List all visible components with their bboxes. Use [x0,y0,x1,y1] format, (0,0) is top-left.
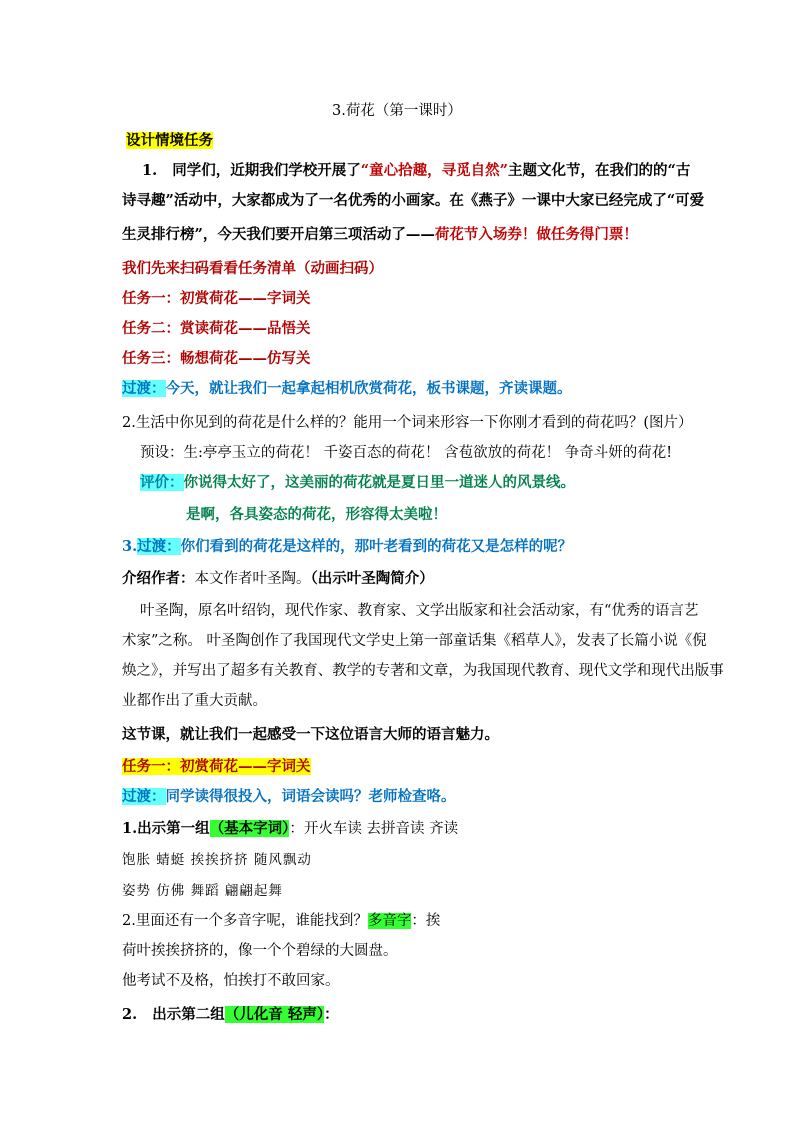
question-3-number: 3. [122,538,138,555]
example-sentence-2: 他考试不及格，怕挨打不敢回家。 [122,973,340,989]
task-item-3: 任务三：畅想荷花——仿写关 [122,350,311,367]
bio-line-2: 术家”之称。 叶圣陶创作了我国现代文学史上第一部童话集《稻草人》，发表了长篇小说《倪 [122,633,707,649]
question-3 [122,537,572,557]
transition-2 [122,787,456,807]
transition-2-label: 过渡： [122,788,166,805]
transition-1 [122,379,572,399]
group-2 [122,1005,339,1025]
page-title: 3.荷花（第一课时） [332,103,462,119]
bio-line-4: 业都作出了重大贡献。 [122,693,267,709]
group-2-number: 2. [122,1006,138,1023]
bio-line-1: 叶圣陶，原名叶绍钧，现代作家、教育家、文学出版家和社会活动家，有“优秀的语言艺 [140,603,699,619]
polyphone-prefix: 2.里面还有一个多音字呢，谁能找到？ [122,913,368,929]
task-1-heading [122,757,311,777]
transition-1-text: 今天，就让我们一起拿起相机欣赏荷花，板书课题，齐读课题。 [165,380,572,397]
word-list-1: 饱胀 蜻蜓 挨挨挤挤 随风飘动 [122,852,312,868]
group-1-prefix: 1.出示第一组 [122,820,210,837]
intro-line-2: 诗寻趣”活动中，大家都成为了一名优秀的小画家。在《燕子》一课中大家已经完成了“可爱 [122,192,705,209]
word-list-2: 姿势 仿佛 舞蹈 翩翩起舞 [122,883,283,899]
question-3-text: 你们看到的荷花是这样的，那叶老看到的荷花又是怎样的呢？ [180,538,573,555]
example-sentence-1: 荷叶挨挨挤挤的，像一个个碧绿的大圆盘。 [122,943,398,959]
author-intro [122,569,434,589]
author-intro-bold: （出示叶圣陶简介） [310,570,434,587]
transition-2-text: 同学读得很投入，词语会读吗？老师检查咯。 [165,788,456,805]
task-item-2: 任务二：赏读荷花——品悟关 [122,320,311,337]
section-heading-text: 设计情境任务 [126,132,213,149]
intro-line-1 [142,161,690,181]
polyphone-suffix: ：挨 [411,913,441,929]
intro-number: 1. [142,162,158,179]
intro-line-3 [122,225,638,245]
evaluation-2: 是啊，各具姿态的荷花，形容得太美啦！ [186,506,447,523]
polyphone-line [122,911,440,931]
evaluation-1 [140,473,575,493]
preset-answers: 预设：生:亭亭玉立的荷花！ 千姿百态的荷花！ 含苞欲放的荷花！ 争奇斗妍的荷花! [140,445,673,461]
author-intro-text: 本文作者叶圣陶。 [194,571,311,587]
intro-text-a: 同学们，近期我们学校开展了 [172,162,361,179]
group-2-highlight: （儿化音 轻声） [224,1006,325,1023]
question-3-label: 过渡： [137,538,181,555]
author-intro-label: 介绍作者： [122,570,195,587]
question-2: 2.生活中你见到的荷花是什么样的？能用一个词来形容一下你刚才看到的荷花吗？(图片） [122,415,693,431]
group-1-highlight: （基本字词） [209,820,290,837]
evaluation-text-1: 你说得太好了，这美丽的荷花就是夏日里一道迷人的风景线。 [183,474,575,491]
section-heading [126,131,213,151]
intro-text-b: 主题文化节，在我们的的“古 [507,162,691,179]
intro-line-3-red: 荷花节入场券！做任务得门票！ [434,226,638,243]
group-1 [122,819,458,839]
intro-line-3-text: 生灵排行榜”，今天我们要开启第三项活动了—— [122,226,435,243]
scan-line: 我们先来扫码看看任务清单（动画扫码） [122,260,383,277]
group-2-prefix: 出示第二组 [152,1006,225,1023]
task-1-heading-text: 任务一：初赏荷花——字词关 [122,758,311,775]
intro-quote: “童心拾趣，寻觅自然” [360,162,508,179]
polyphone-highlight: 多音字 [367,913,412,929]
group-2-suffix: ： [324,1006,339,1023]
group-1-suffix: ：开火车读 去拼音读 齐读 [289,821,459,837]
evaluation-label: 评价： [140,474,184,491]
task-item-1: 任务一：初赏荷花——字词关 [122,290,311,307]
lesson-line: 这节课，就让我们一起感受一下这位语言大师的语言魅力。 [122,726,499,743]
transition-1-label: 过渡： [122,380,166,397]
bio-line-3: 焕之》，并写出了超多有关教育、教学的专著和文章，为我国现代教育、现代文学和现代出版事 [122,663,724,679]
